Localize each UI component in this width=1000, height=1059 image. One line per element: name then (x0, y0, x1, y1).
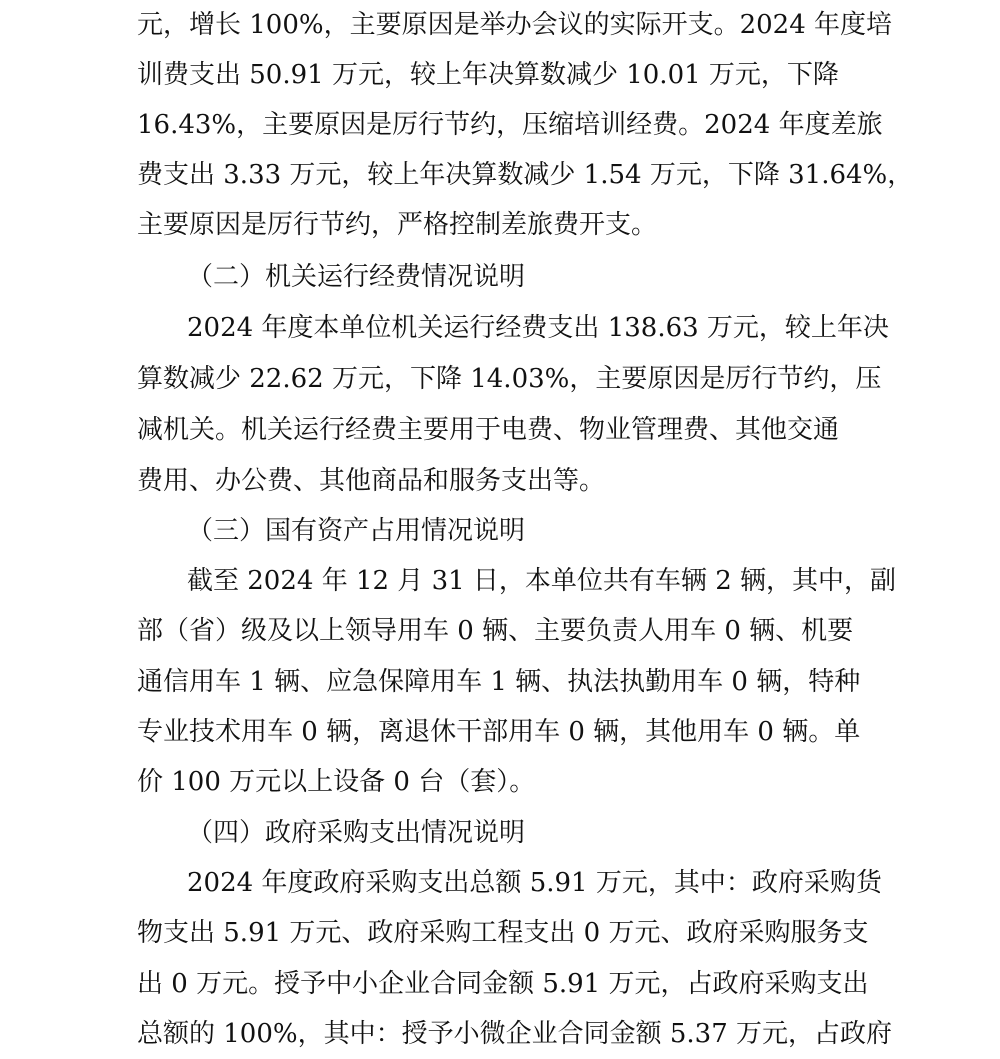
paragraph-first-line: 2024 年度政府采购支出总额 5.91 万元，其中：政府采购货 (187, 868, 882, 898)
section-heading-government-procurement: （四）政府采购支出情况说明 (187, 818, 526, 848)
text-line-continuation: 16.43%，主要原因是厉行节约，压缩培训经费。2024 年度差旅 (137, 110, 883, 140)
text-line-continuation: 元，增长 100%，主要原因是举办会议的实际开支。2024 年度培 (137, 10, 893, 40)
text-line-continuation: 专业技术用车 0 辆，离退休干部用车 0 辆，其他用车 0 辆。单 (137, 717, 861, 747)
section-heading-operating-expenses: （二）机关运行经费情况说明 (187, 262, 526, 292)
text-line-continuation: 通信用车 1 辆、应急保障用车 1 辆、执法执勤用车 0 辆，特种 (137, 667, 861, 697)
text-line-continuation: 价 100 万元以上设备 0 台（套）。 (137, 767, 536, 797)
text-line-continuation: 出 0 万元。授予中小企业合同金额 5.91 万元，占政府采购支出 (137, 969, 869, 999)
text-line-continuation: 费用、办公费、其他商品和服务支出等。 (137, 466, 606, 496)
text-line-continuation: 费支出 3.33 万元，较上年决算数减少 1.54 万元，下降 31.64%， (137, 160, 914, 190)
paragraph-first-line: 2024 年度本单位机关运行经费支出 138.63 万元，较上年决 (187, 313, 889, 343)
text-line-continuation: 算数减少 22.62 万元，下降 14.03%，主要原因是厉行节约，压 (137, 364, 882, 394)
text-line-continuation: 总额的 100%，其中：授予小微企业合同金额 5.37 万元，占政府 (137, 1019, 893, 1049)
text-line-continuation: 减机关。机关运行经费主要用于电费、物业管理费、其他交通 (137, 415, 840, 445)
text-line-continuation: 物支出 5.91 万元、政府采购工程支出 0 万元、政府采购服务支 (137, 918, 869, 948)
paragraph-first-line: 截至 2024 年 12 月 31 日，本单位共有车辆 2 辆，其中，副 (187, 566, 896, 596)
section-heading-state-assets: （三）国有资产占用情况说明 (187, 516, 526, 546)
text-line-continuation: 训费支出 50.91 万元，较上年决算数减少 10.01 万元，下降 (137, 60, 839, 90)
text-line-continuation: 主要原因是厉行节约，严格控制差旅费开支。 (137, 210, 658, 240)
text-line-continuation: 部（省）级及以上领导用车 0 辆、主要负责人用车 0 辆、机要 (137, 616, 854, 646)
